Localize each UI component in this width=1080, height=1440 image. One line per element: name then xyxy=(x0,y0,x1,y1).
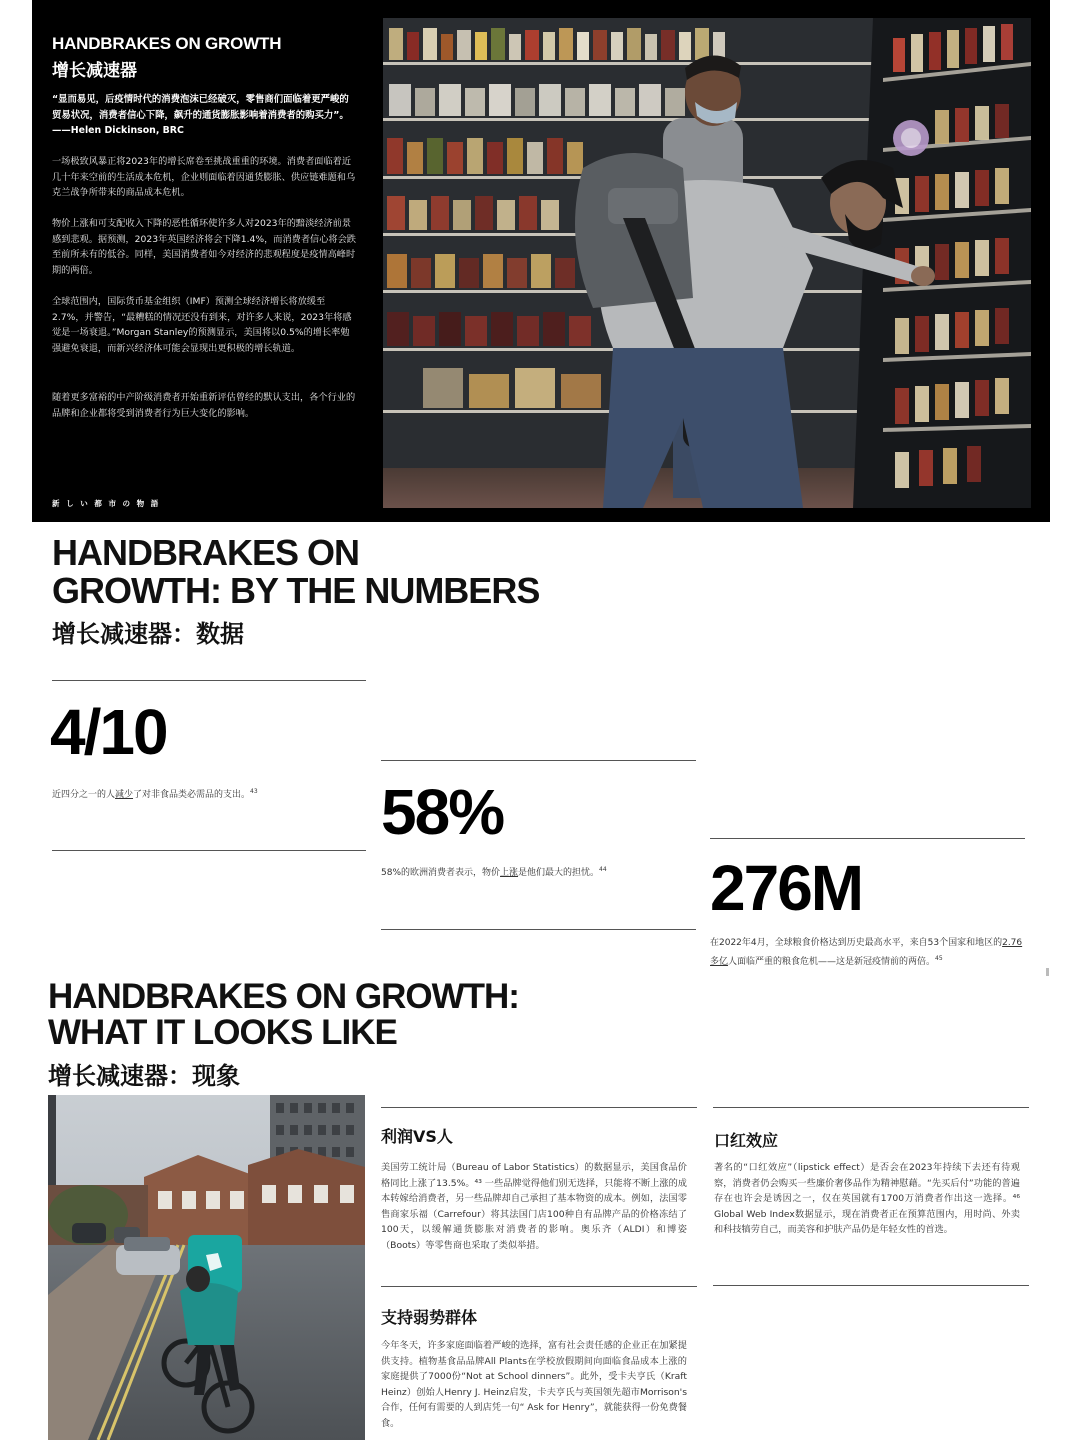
numbers-section xyxy=(32,522,1050,978)
col1-body: 美国劳工统计局（Bureau of Labor Statistics）的数据显示，美国食品价格同比上涨了13.5%。⁴³ 一些品牌觉得他们别无选择，只能将不断上涨的成本转嫁给消费者，另一些品牌却自己承担了基本物资的成本。例如，法国零售商家乐福（Carrefour）将其法国门店100种自有品牌产品的价格冻结了100天，以缓解通货膨胀对消费者的影响。奥乐齐（ALDI）和博姿（Boots）等零售商也采取了类似举措。 xyxy=(381,1162,687,1251)
col3-title: 口红效应 xyxy=(714,1131,779,1150)
scrollbar-thumb[interactable] xyxy=(1046,968,1049,976)
supermarket-photo xyxy=(383,18,1031,508)
looks-title-zh: 增长减速器：现象 xyxy=(48,1062,240,1090)
col2-body: 今年冬天，许多家庭面临着严峻的选择，富有社会责任感的企业正在加紧提供支持。植物基食品品牌All Plants在学校放假期间向面临食品成本上涨的家庭提供了7000份“Not at School dinners”。此外，受卡夫亨氏（Kraft Heinz）创始人Henry J. Heinz启发，卡夫亨氏与英国领先超市Morrison's合作，任何有需要的人到店凭一句“ Ask for Henry”，就能获得一份免费餐食。 xyxy=(381,1340,687,1429)
col1-title: 利润VS人 xyxy=(381,1127,453,1146)
stat-3-number: 276M xyxy=(710,852,863,924)
stat-1-top-rule xyxy=(52,680,366,681)
stat-3-description: 在2022年4月，全球粮食价格达到历史最高水平，来自53个国家和地区的2.76多亿人面临严重的粮食危机——这是新冠疫情前的两倍。$^{45}$ xyxy=(710,938,1023,967)
stat-1-bottom-rule xyxy=(52,850,366,851)
intro-footer: 新 し い 都 市 の 物 語 xyxy=(52,499,161,508)
col1-bottom-rule xyxy=(381,1286,697,1287)
numbers-title-line2: GROWTH: BY THE NUMBERS xyxy=(52,570,540,611)
stat-3-top-rule xyxy=(710,838,1025,839)
stat-1-description: 近四分之一的人减少了对非食品类必需品的支出。$^{43}$ xyxy=(52,788,258,800)
stat-2-top-rule xyxy=(381,760,696,761)
col3-bottom-rule xyxy=(713,1285,1029,1286)
intro-title-zh: 增长减速器 xyxy=(52,61,137,81)
intro-paragraph-1: 一场极致风暴正将2023年的增长席卷至挑战重重的环境。消费者面临着近几十年来空前的生活成本危机，企业则面临着因通货膨胀、供应链难题和乌克兰战争所带来的商品成本危机。 xyxy=(52,156,356,199)
looks-title-line2: WHAT IT LOOKS LIKE xyxy=(48,1013,397,1052)
col1-top-rule xyxy=(381,1107,697,1108)
col2-title: 支持弱势群体 xyxy=(381,1308,478,1327)
stat-1-number: 4/10 xyxy=(50,696,167,768)
looks-title-line1: HANDBRAKES ON GROWTH: xyxy=(48,977,519,1016)
looks-like-section xyxy=(28,978,1058,1440)
intro-paragraph-3: 全球范围内，国际货币基金组织（IMF）预测全球经济增长将放缓至2.7%，并警告，“最糟糕的情况还没有到来，对许多人来说，2023年将感觉是一场衰退。”Morgan Stanley的预测显示，美国将以0.5%的增长率勉强避免衰退，而新兴经济体可能会显现出更积极的增长轨道。 xyxy=(52,296,352,354)
delivery-cyclist-photo xyxy=(48,1095,365,1440)
numbers-title-zh: 增长减速器：数据 xyxy=(52,620,244,648)
col3-top-rule xyxy=(713,1107,1029,1108)
stat-2-number: 58% xyxy=(381,776,504,848)
intro-paragraph-2: 物价上涨和可支配收入下降的恶性循环使许多人对2023年的黯淡经济前景感到悲观。据预测，2023年英国经济将会下降1.4%，而消费者信心将会跌至前所未有的低谷。同样，美国消费者如今对经济的悲观程度是疫情高峰时期的两倍。 xyxy=(52,218,356,276)
intro-paragraph-4: 随着更多富裕的中产阶级消费者开始重新评估曾经的默认支出，各个行业的品牌和企业都将受到消费者行为巨大变化的影响。 xyxy=(52,392,356,419)
numbers-title-line1: HANDBRAKES ON xyxy=(52,532,360,573)
intro-quote: “显而易见，后疫情时代的消费泡沫已经破灭，零售商们面临着更严峻的贸易状况，消费者信心下降，飙升的通货膨胀影响着消费者的购买力”。——Helen Dickinson, BRC xyxy=(52,94,349,136)
stat-2-description: 58%的欧洲消费者表示，物价上涨是他们最大的担忧。$^{44}$ xyxy=(381,866,607,878)
intro-spread xyxy=(32,0,1050,522)
stat-2-bottom-rule xyxy=(381,929,696,930)
intro-title-en: HANDBRAKES ON GROWTH xyxy=(52,34,282,53)
col3-body: 著名的“口红效应”（lipstick effect）是否会在2023年持续下去还有待观察，消费者仍会购买一些廉价奢侈品作为精神慰藉。“先买后付”功能的普遍存在也许会是诱因之一，仅在英国就有1700万消费者作出这一选择。⁴⁶ Global Web Index数据显示，现在消费者正在预算范围内，用时尚、外卖和科技犒劳自己，而美容和护肤产品仍是年轻女性的首选。 xyxy=(714,1162,1020,1236)
